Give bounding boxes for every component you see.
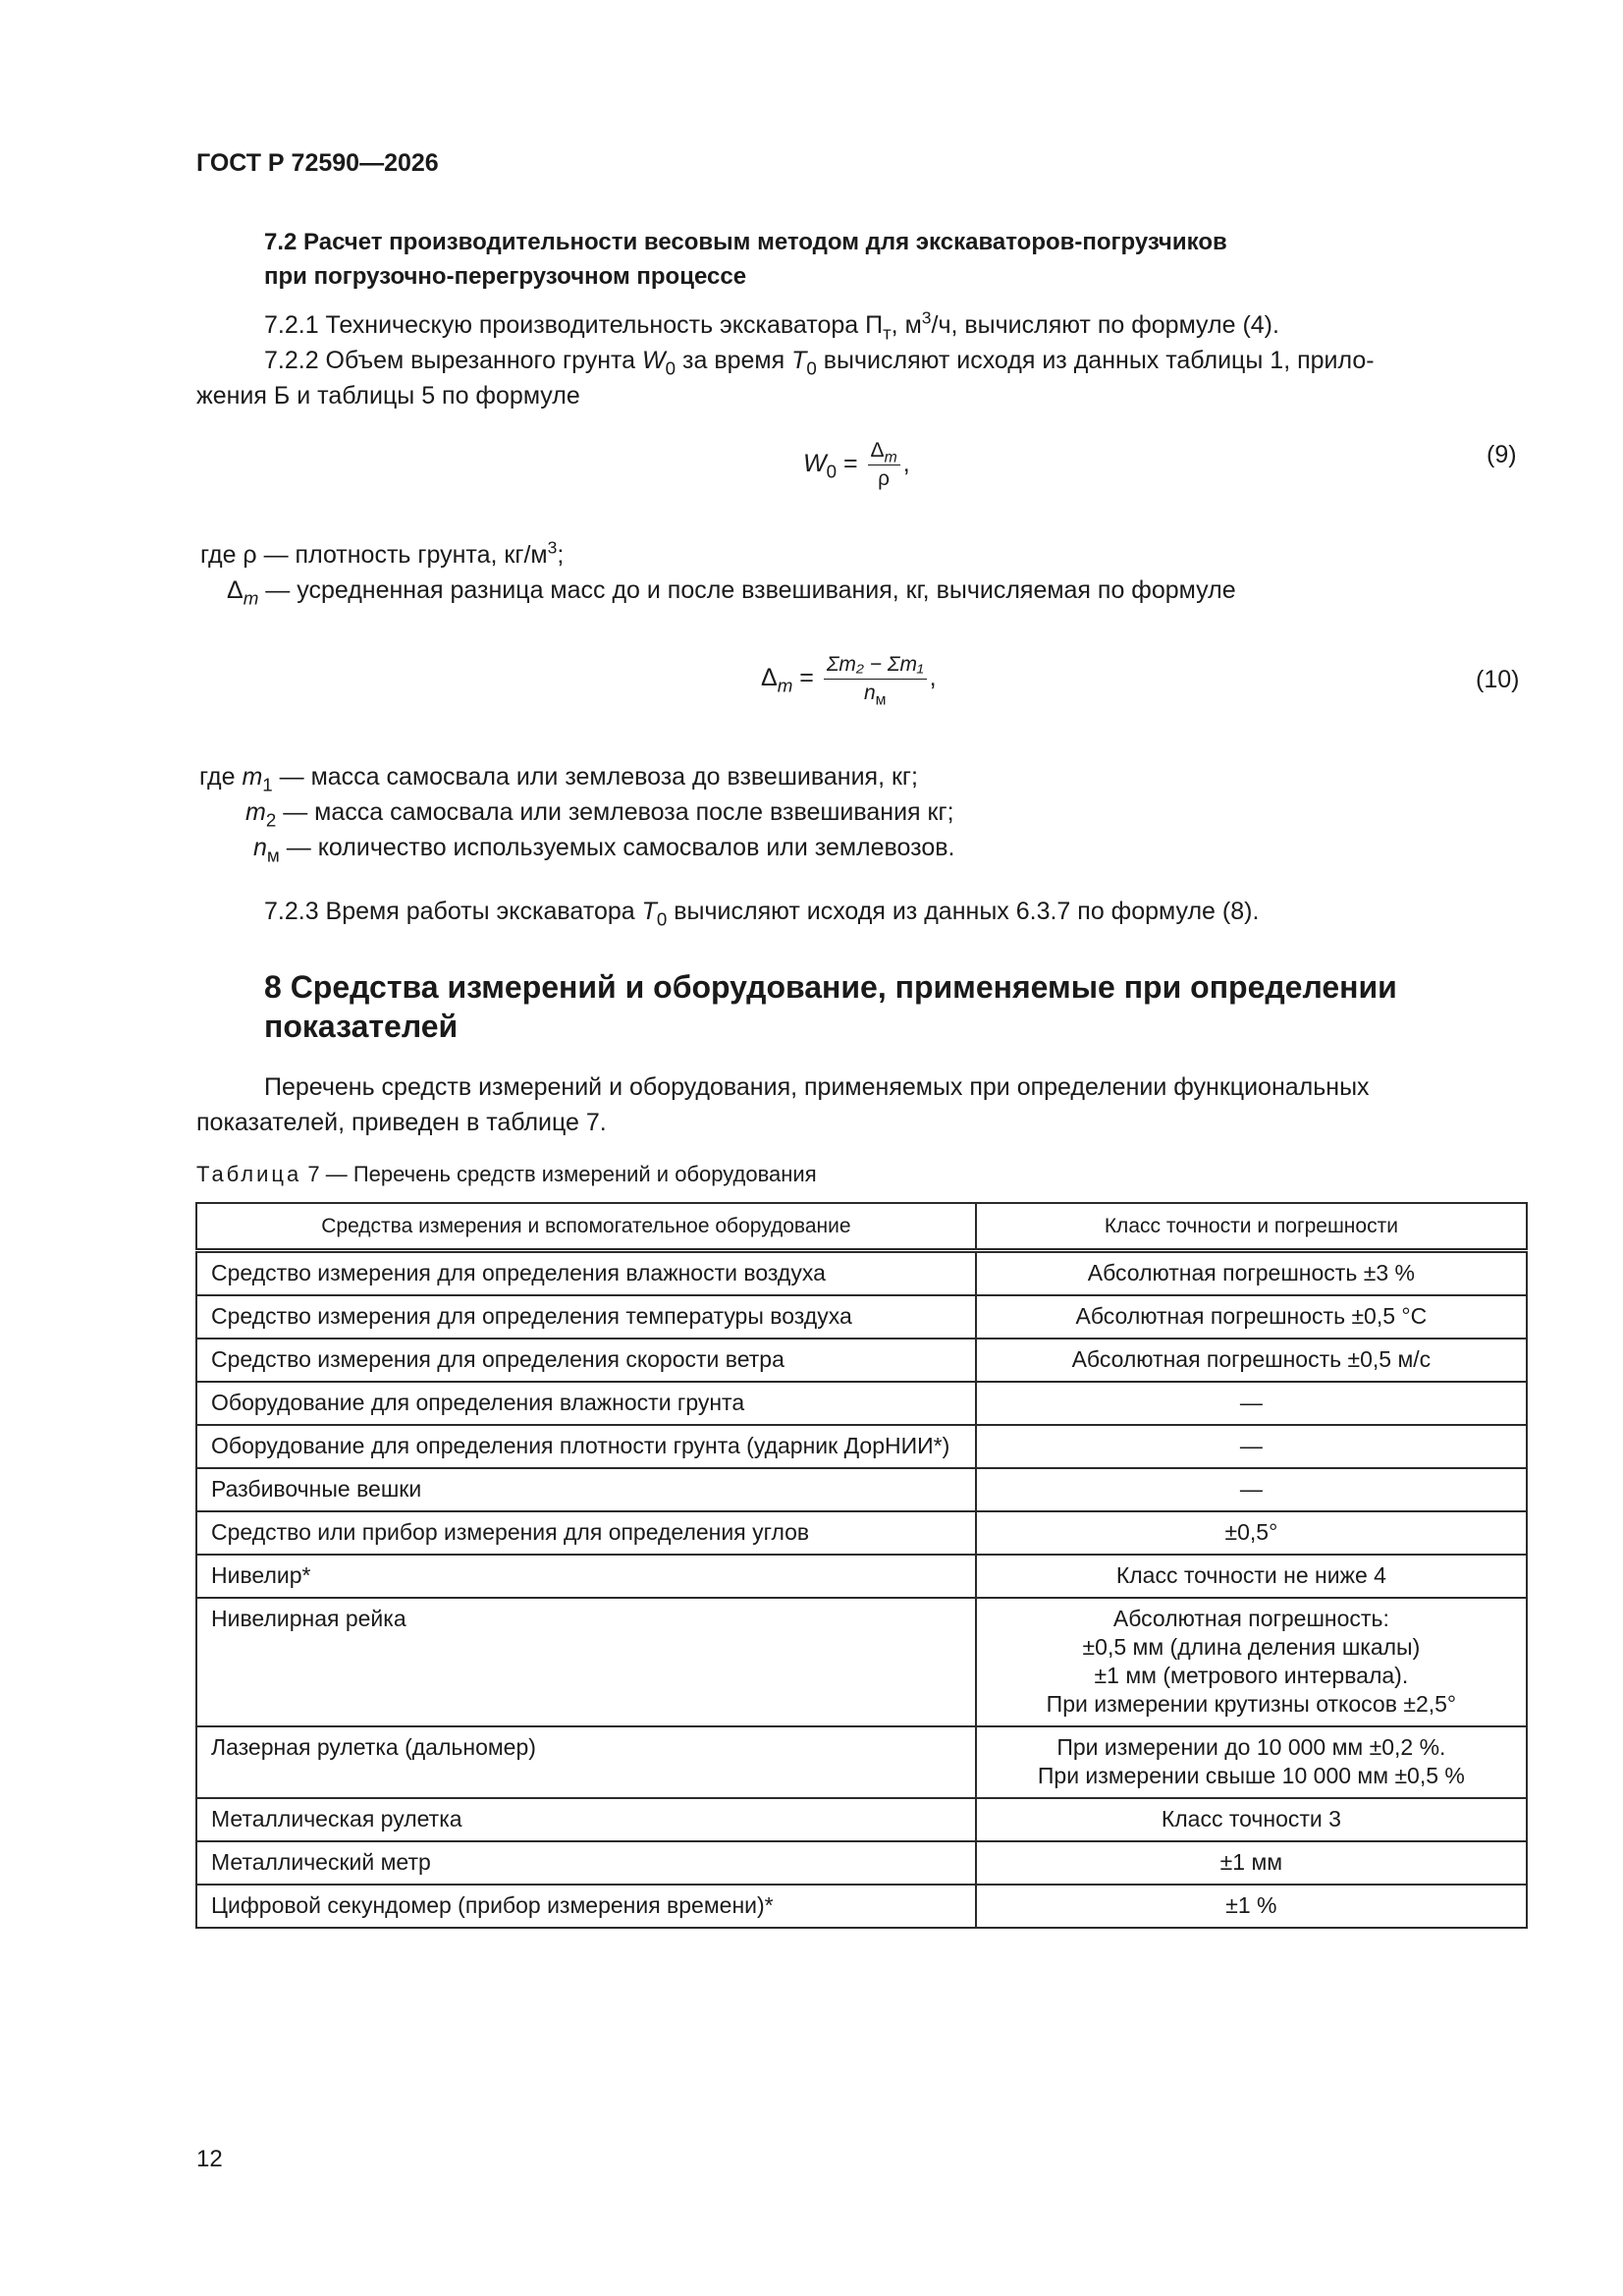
subscript: т <box>883 322 892 344</box>
accuracy-cell: Абсолютная погрешность ±0,5 м/с <box>976 1339 1527 1382</box>
text: ; <box>557 541 565 569</box>
equipment-cell: Нивелирная рейка <box>196 1598 976 1726</box>
where-m2 <box>245 795 954 830</box>
subscript: м <box>266 845 280 866</box>
where-n <box>253 831 954 865</box>
paragraph-7-2-2 <box>264 344 1375 378</box>
paragraph-7-2-1 <box>264 308 1279 343</box>
where-delta-m <box>227 574 1236 608</box>
table-row <box>196 1555 1527 1598</box>
table-row <box>196 1841 1527 1885</box>
table-row <box>196 1511 1527 1555</box>
text: где <box>199 763 243 791</box>
text: /ч, вычисляют по формуле (4). <box>931 311 1279 339</box>
accuracy-cell: ±1 мм <box>976 1841 1527 1885</box>
comma: , <box>929 664 937 692</box>
text: за время <box>676 347 792 374</box>
numerator: Σm₂ − Σm₁ <box>824 652 927 680</box>
equipment-cell: Средство измерения для определения скорости ветра <box>196 1339 976 1382</box>
denominator <box>861 680 890 709</box>
accuracy-cell: При измерении до 10 000 мм ±0,2 %. При измерении свыше 10 000 мм ±0,5 % <box>976 1726 1527 1798</box>
table-row <box>196 1382 1527 1425</box>
symbol: T <box>791 347 807 374</box>
subscript: m <box>777 675 793 696</box>
page-number: 12 <box>196 2146 223 2172</box>
table-caption <box>196 1162 817 1187</box>
superscript: 3 <box>547 537 558 558</box>
caption-text: 7 — Перечень средств измерений и оборудования <box>301 1162 817 1186</box>
text: — масса самосвала или землевоза до взвешивания, кг; <box>272 763 918 791</box>
text: вычисляют исходя из данных 6.3.7 по формуле (8). <box>667 898 1260 925</box>
numerator <box>868 438 900 465</box>
fraction <box>868 438 900 492</box>
subscript: m <box>884 449 897 466</box>
equipment-cell: Разбивочные вешки <box>196 1468 976 1511</box>
text: — количество используемых самосвалов или землевозов. <box>279 834 955 861</box>
equation-10 <box>761 652 937 709</box>
symbol: Δ <box>227 576 243 604</box>
subscript: 2 <box>265 809 277 831</box>
symbol: m <box>242 763 263 791</box>
equation-9 <box>803 438 910 492</box>
text: где ρ — плотность грунта, кг/м <box>200 541 548 569</box>
subscript: 0 <box>656 908 668 930</box>
table-row <box>196 1251 1527 1296</box>
table-row <box>196 1468 1527 1511</box>
column-header: Средства измерения и вспомогательное оборудование <box>196 1203 976 1251</box>
equipment-cell: Средство или прибор измерения для определения углов <box>196 1511 976 1555</box>
text: — усредненная разница масс до и после взвешивания, кг, вычисляемая по формуле <box>258 576 1236 604</box>
accuracy-cell: Абсолютная погрешность: ±0,5 мм (длина деления шкалы) ±1 мм (метрового интервала). При измерении крутизны откосов ±2,5° <box>976 1598 1527 1726</box>
equipment-cell: Средство измерения для определения температуры воздуха <box>196 1295 976 1339</box>
accuracy-cell: ±0,5° <box>976 1511 1527 1555</box>
text: вычисляют исходя из данных таблицы 1, прило- <box>816 347 1375 374</box>
table-body <box>196 1251 1527 1929</box>
paragraph-7-2-2-cont: жения Б и таблицы 5 по формуле <box>196 382 580 410</box>
symbol: Δ <box>761 664 778 692</box>
text: 7.2.2 Объем вырезанного грунта <box>264 347 643 374</box>
accuracy-cell: — <box>976 1382 1527 1425</box>
accuracy-cell: — <box>976 1425 1527 1468</box>
where-m1 <box>199 760 918 794</box>
equation-number-10: (10) <box>1476 666 1520 693</box>
heading-line: показателей <box>264 1009 459 1044</box>
equipment-cell: Лазерная рулетка (дальномер) <box>196 1726 976 1798</box>
table-7 <box>195 1202 1528 1929</box>
accuracy-cell: — <box>976 1468 1527 1511</box>
equals-sign: = <box>792 664 814 692</box>
table-row <box>196 1339 1527 1382</box>
table-row <box>196 1798 1527 1841</box>
heading-line: 8 Средства измерений и оборудование, применяемые при определении <box>264 969 1397 1005</box>
text: 7.2.1 Техническую производительность экскаватора П <box>264 311 884 339</box>
accuracy-cell: ±1 % <box>976 1885 1527 1928</box>
equipment-cell: Цифровой секундомер (прибор измерения времени)* <box>196 1885 976 1928</box>
subscript: 1 <box>262 774 273 795</box>
accuracy-cell: Абсолютная погрешность ±3 % <box>976 1251 1527 1296</box>
accuracy-cell: Класс точности не ниже 4 <box>976 1555 1527 1598</box>
table-header-row <box>196 1203 1527 1251</box>
symbol: n <box>253 834 267 861</box>
text: , м <box>891 311 922 339</box>
table-row <box>196 1885 1527 1928</box>
document-header: ГОСТ Р 72590—2026 <box>196 149 439 177</box>
equipment-cell: Металлическая рулетка <box>196 1798 976 1841</box>
caption-label: Таблица <box>196 1162 302 1186</box>
symbol: Δ <box>870 439 885 462</box>
table-row <box>196 1598 1527 1726</box>
where-rho <box>200 538 564 573</box>
equation-number-9: (9) <box>1487 441 1517 468</box>
subscript: 0 <box>826 461 838 482</box>
heading-line: при погрузочно-перегрузочном процессе <box>264 263 747 290</box>
text: 7.2.3 Время работы экскаватора <box>264 898 642 925</box>
denominator: ρ <box>878 467 891 490</box>
section-8-paragraph-line1: Перечень средств измерений и оборудования, применяемых при определении функциональных <box>264 1073 1370 1101</box>
fraction <box>824 652 927 709</box>
section-7-2-heading <box>264 225 1227 294</box>
text: — масса самосвала или землевоза после взвешивания кг; <box>276 798 954 826</box>
accuracy-cell: Абсолютная погрешность ±0,5 °С <box>976 1295 1527 1339</box>
equipment-cell: Металлический метр <box>196 1841 976 1885</box>
subscript: m <box>243 587 259 609</box>
equipment-cell: Нивелир* <box>196 1555 976 1598</box>
equipment-cell: Оборудование для определения влажности грунта <box>196 1382 976 1425</box>
table-row <box>196 1425 1527 1468</box>
column-header: Класс точности и погрешности <box>976 1203 1527 1251</box>
symbol: T <box>641 898 657 925</box>
section-8-paragraph-line2: показателей, приведен в таблице 7. <box>196 1109 607 1136</box>
table-row <box>196 1726 1527 1798</box>
paragraph-7-2-3 <box>264 895 1259 929</box>
equipment-cell: Средство измерения для определения влажности воздуха <box>196 1251 976 1296</box>
section-8-heading <box>264 967 1531 1046</box>
subscript: 0 <box>806 357 817 379</box>
subscript: м <box>875 691 887 709</box>
equipment-cell: Оборудование для определения плотности грунта (ударник ДорНИИ*) <box>196 1425 976 1468</box>
equals-sign: = <box>837 450 858 478</box>
symbol: W <box>803 450 827 478</box>
heading-line: 7.2 Расчет производительности весовым методом для экскаваторов-погрузчиков <box>264 229 1227 255</box>
table-row <box>196 1295 1527 1339</box>
accuracy-cell: Класс точности 3 <box>976 1798 1527 1841</box>
symbol: m <box>245 798 266 826</box>
comma: , <box>902 450 910 478</box>
symbol: W <box>642 347 666 374</box>
symbol: n <box>863 682 876 704</box>
superscript: 3 <box>921 307 932 328</box>
subscript: 0 <box>665 357 676 379</box>
